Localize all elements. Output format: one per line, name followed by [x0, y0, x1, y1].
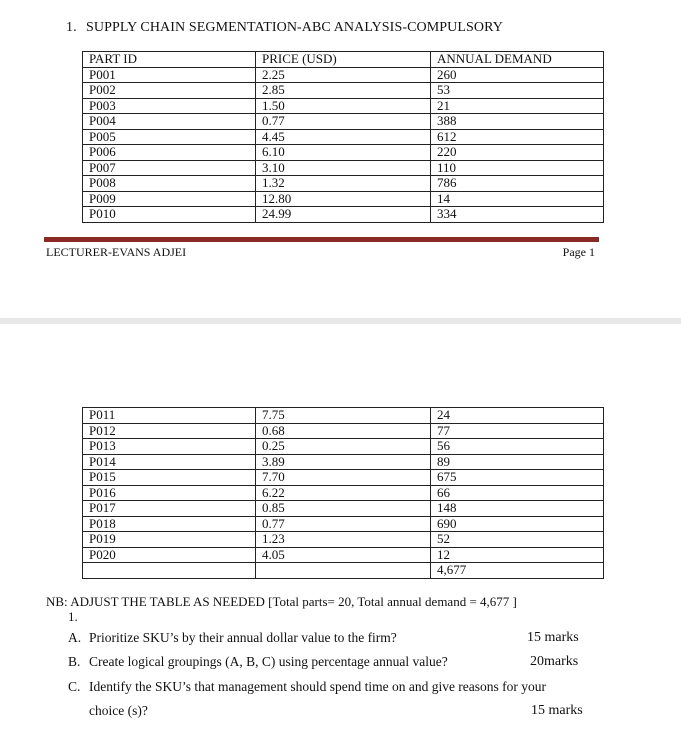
table-row — [83, 408, 604, 424]
part-id-cell: P013 — [83, 439, 256, 455]
part-id-cell: P010 — [83, 207, 256, 223]
question-a — [68, 630, 397, 646]
question-a-marks: 15 marks — [527, 630, 579, 645]
header-price: PRICE (USD) — [256, 52, 431, 68]
question-title-text: SUPPLY CHAIN SEGMENTATION-ABC ANALYSIS-COMPULSORY — [86, 20, 504, 35]
table-row — [83, 439, 604, 455]
price-cell: 12.80 — [256, 191, 431, 207]
price-cell: 0.68 — [256, 423, 431, 439]
price-cell: 4.45 — [256, 129, 431, 145]
demand-cell: 220 — [431, 145, 604, 161]
sub-question-number: 1. — [68, 609, 78, 624]
demand-cell: 66 — [431, 485, 604, 501]
part-id-cell: P017 — [83, 501, 256, 517]
header-part-id: PART ID — [83, 52, 256, 68]
part-id-cell: P001 — [83, 67, 256, 83]
lecturer-name: LECTURER-EVANS ADJEI — [46, 245, 187, 259]
part-id-cell: P011 — [83, 408, 256, 424]
part-id-cell: P003 — [83, 98, 256, 114]
question-b-letter: B. — [68, 654, 81, 669]
table-row — [83, 160, 604, 176]
demand-cell: 53 — [431, 83, 604, 99]
adjust-note: NB: ADJUST THE TABLE AS NEEDED [Total parts= 20, Total annual demand = 4,677 ] — [46, 594, 517, 609]
price-cell: 2.85 — [256, 83, 431, 99]
part-id-cell: P004 — [83, 114, 256, 130]
price-cell: 3.10 — [256, 160, 431, 176]
part-id-cell: P015 — [83, 470, 256, 486]
question-number: 1. — [66, 20, 77, 35]
demand-cell: 56 — [431, 439, 604, 455]
question-c-continuation: choice (s)? — [89, 703, 148, 718]
table-row — [83, 423, 604, 439]
question-b — [68, 654, 448, 670]
footer-divider — [44, 237, 599, 242]
part-id-cell: P014 — [83, 454, 256, 470]
total-empty-cell — [83, 563, 256, 579]
part-id-cell: P018 — [83, 516, 256, 532]
table-row — [83, 516, 604, 532]
total-row — [83, 563, 604, 579]
table-row — [83, 114, 604, 130]
price-cell: 1.50 — [256, 98, 431, 114]
part-id-cell: P005 — [83, 129, 256, 145]
table-row — [83, 191, 604, 207]
table-row — [83, 547, 604, 563]
total-demand-cell: 4,677 — [431, 563, 604, 579]
table-row — [83, 207, 604, 223]
demand-cell: 89 — [431, 454, 604, 470]
demand-cell: 388 — [431, 114, 604, 130]
part-id-cell: P020 — [83, 547, 256, 563]
demand-cell: 110 — [431, 160, 604, 176]
table-row — [83, 98, 604, 114]
table-row — [83, 83, 604, 99]
price-cell: 4.05 — [256, 547, 431, 563]
question-b-marks: 20marks — [530, 654, 579, 669]
question-b-text: Create logical groupings (A, B, C) using percentage annual value? — [89, 654, 448, 669]
page-break — [0, 318, 681, 324]
table-row — [83, 485, 604, 501]
demand-cell: 21 — [431, 98, 604, 114]
question-c-marks: 15 marks — [531, 703, 583, 718]
table-row — [83, 145, 604, 161]
price-cell: 1.23 — [256, 532, 431, 548]
table-header-row — [83, 52, 604, 68]
price-cell: 0.77 — [256, 516, 431, 532]
question-c-letter: C. — [68, 679, 81, 694]
question-a-letter: A. — [68, 630, 82, 645]
table-row — [83, 176, 604, 192]
part-id-cell: P002 — [83, 83, 256, 99]
demand-cell: 14 — [431, 191, 604, 207]
question-c — [68, 679, 546, 695]
table-row — [83, 470, 604, 486]
part-id-cell: P008 — [83, 176, 256, 192]
demand-cell: 690 — [431, 516, 604, 532]
demand-cell: 52 — [431, 532, 604, 548]
demand-cell: 675 — [431, 470, 604, 486]
price-cell: 0.85 — [256, 501, 431, 517]
header-annual-demand: ANNUAL DEMAND — [431, 52, 604, 68]
price-cell: 1.32 — [256, 176, 431, 192]
table-row — [83, 454, 604, 470]
demand-cell: 24 — [431, 408, 604, 424]
price-cell: 6.22 — [256, 485, 431, 501]
table-row — [83, 501, 604, 517]
demand-cell: 12 — [431, 547, 604, 563]
part-id-cell: P016 — [83, 485, 256, 501]
table-row — [83, 67, 604, 83]
demand-cell: 260 — [431, 67, 604, 83]
parts-table-page-1 — [82, 51, 604, 223]
price-cell: 6.10 — [256, 145, 431, 161]
price-cell: 0.77 — [256, 114, 431, 130]
part-id-cell: P006 — [83, 145, 256, 161]
part-id-cell: P009 — [83, 191, 256, 207]
price-cell: 2.25 — [256, 67, 431, 83]
demand-cell: 612 — [431, 129, 604, 145]
part-id-cell: P007 — [83, 160, 256, 176]
demand-cell: 334 — [431, 207, 604, 223]
question-title — [66, 20, 503, 36]
parts-table-page-2 — [82, 407, 604, 579]
demand-cell: 148 — [431, 501, 604, 517]
price-cell: 7.70 — [256, 470, 431, 486]
total-empty-cell — [256, 563, 431, 579]
question-a-text: Prioritize SKU’s by their annual dollar value to the firm? — [89, 630, 397, 645]
table-row — [83, 532, 604, 548]
demand-cell: 77 — [431, 423, 604, 439]
price-cell: 0.25 — [256, 439, 431, 455]
part-id-cell: P012 — [83, 423, 256, 439]
question-c-text: Identify the SKU’s that management should spend time on and give reasons for your — [89, 679, 547, 694]
price-cell: 24.99 — [256, 207, 431, 223]
part-id-cell: P019 — [83, 532, 256, 548]
price-cell: 3.89 — [256, 454, 431, 470]
table-row — [83, 129, 604, 145]
demand-cell: 786 — [431, 176, 604, 192]
page-number: Page 1 — [562, 245, 595, 259]
price-cell: 7.75 — [256, 408, 431, 424]
